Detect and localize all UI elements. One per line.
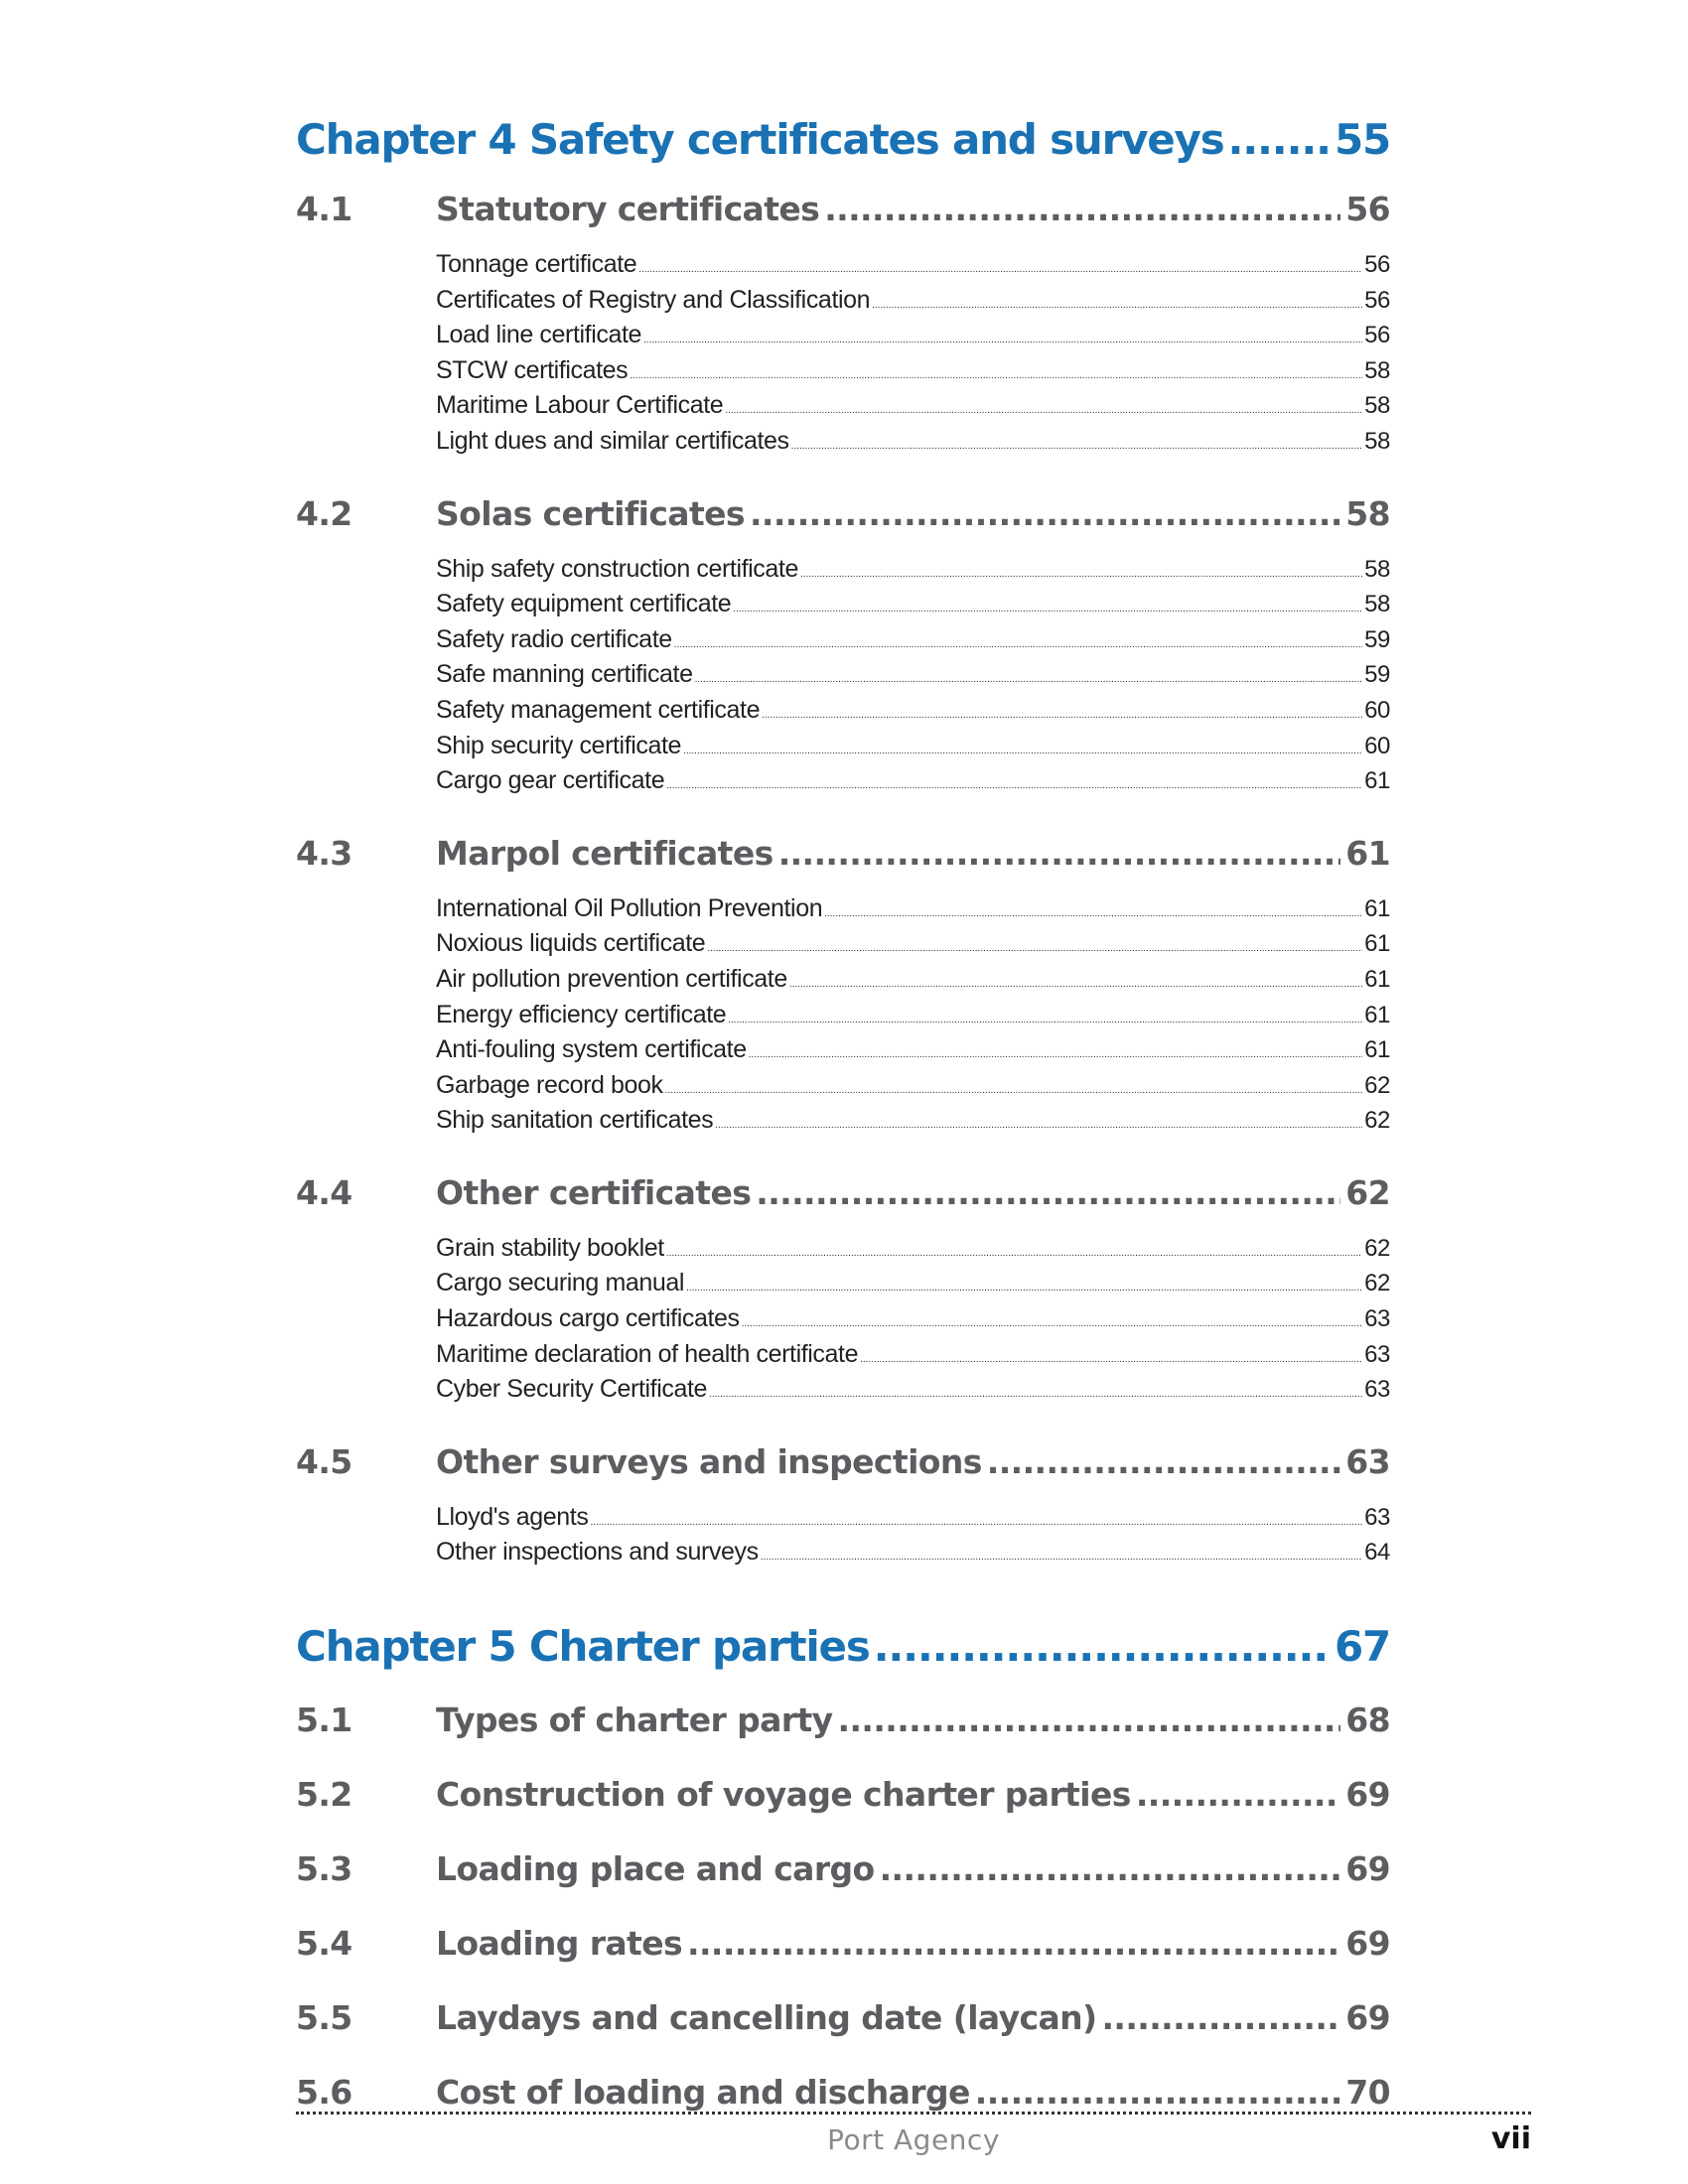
toc-entry[interactable] — [436, 1068, 1390, 1104]
dot-leader — [750, 497, 1340, 530]
section-title: Construction of voyage charter parties — [436, 1775, 1131, 1815]
section-number: 4.2 — [296, 493, 352, 533]
toc-entry[interactable] — [436, 1231, 1390, 1267]
dot-leader — [733, 592, 1362, 627]
entry-page: 64 — [1364, 1539, 1390, 1567]
chapter-heading[interactable] — [296, 1622, 1390, 1672]
section-number: 5.5 — [296, 1998, 352, 2038]
dot-leader — [975, 2076, 1341, 2109]
section-heading[interactable] — [296, 1998, 1390, 2038]
dot-leader — [674, 627, 1362, 663]
section-page: 61 — [1345, 833, 1390, 873]
entry-page: 59 — [1364, 625, 1390, 653]
entry-page: 61 — [1364, 930, 1390, 958]
entry-label: Safe manning certificate — [436, 660, 693, 689]
entry-page: 61 — [1364, 1001, 1390, 1028]
entry-label: Ship sanitation certificates — [436, 1106, 714, 1135]
section-page: 62 — [1345, 1172, 1390, 1212]
entry-page: 61 — [1364, 1036, 1390, 1064]
dot-leader — [824, 896, 1362, 932]
entry-label: Ship security certificate — [436, 731, 682, 759]
toc-entry[interactable] — [436, 247, 1390, 283]
entry-label: International Oil Pollution Prevention — [436, 893, 823, 922]
toc-entry[interactable] — [436, 1500, 1390, 1536]
section-items — [296, 247, 1390, 460]
section-block — [296, 190, 1390, 460]
section-number: 4.1 — [296, 190, 352, 228]
dot-leader — [838, 1704, 1341, 1736]
toc-entry[interactable] — [436, 283, 1390, 319]
section-block — [296, 493, 1390, 799]
chapter-page: 67 — [1334, 1622, 1390, 1672]
dot-leader — [874, 1626, 1331, 1668]
entry-page: 58 — [1364, 591, 1390, 618]
toc-entry[interactable] — [436, 388, 1390, 424]
section-page: 56 — [1345, 190, 1390, 228]
section-title: Loading rates — [436, 1924, 683, 1964]
section-title: Statutory certificates — [436, 190, 820, 228]
entry-page: 62 — [1364, 1234, 1390, 1262]
entry-page: 58 — [1364, 427, 1390, 455]
dot-leader — [695, 662, 1362, 698]
entry-label: Tonnage certificate — [436, 250, 637, 278]
toc-entry[interactable] — [436, 729, 1390, 764]
entry-label: Light dues and similar certificates — [436, 426, 789, 455]
section-title: Types of charter party — [436, 1701, 833, 1740]
entry-page: 63 — [1364, 1503, 1390, 1531]
section-heading[interactable] — [296, 1924, 1390, 1964]
section-items — [296, 891, 1390, 1139]
entry-page: 61 — [1364, 894, 1390, 922]
section-page: 69 — [1345, 1849, 1390, 1889]
toc-entry[interactable] — [436, 1266, 1390, 1301]
section-block — [296, 1441, 1390, 1570]
entry-label: Garbage record book — [436, 1070, 663, 1099]
section-page: 58 — [1345, 493, 1390, 533]
entry-label: Energy efficiency certificate — [436, 1000, 727, 1028]
entry-page: 56 — [1364, 251, 1390, 278]
dot-leader — [707, 931, 1362, 967]
entry-label: Safety radio certificate — [436, 624, 672, 653]
dot-leader — [665, 1073, 1362, 1109]
toc-entry[interactable] — [436, 587, 1390, 622]
dot-leader — [761, 1540, 1362, 1575]
table-of-contents — [296, 115, 1390, 2113]
dot-leader — [1136, 1778, 1340, 1811]
section-heading[interactable] — [296, 493, 1390, 533]
entry-label: Certificates of Registry and Classification — [436, 285, 871, 314]
entry-page: 62 — [1364, 1270, 1390, 1297]
section-items — [296, 1231, 1390, 1408]
dot-leader — [1102, 2001, 1341, 2034]
entry-page: 60 — [1364, 732, 1390, 759]
entry-label: Air pollution prevention certificate — [436, 964, 787, 993]
dot-leader — [880, 1852, 1341, 1885]
section-title: Cost of loading and discharge — [436, 2073, 970, 2113]
entry-page: 56 — [1364, 286, 1390, 314]
entry-page: 58 — [1364, 392, 1390, 420]
dot-leader — [686, 1271, 1362, 1306]
entry-label: Cyber Security Certificate — [436, 1375, 708, 1404]
entry-label: Cargo gear certificate — [436, 766, 665, 795]
entry-label: Safety management certificate — [436, 695, 761, 724]
section-number: 4.3 — [296, 833, 352, 873]
toc-entry[interactable] — [436, 552, 1390, 588]
dot-leader — [715, 1108, 1362, 1144]
toc-entry[interactable] — [436, 1103, 1390, 1139]
dot-leader — [789, 967, 1362, 1003]
toc-entry[interactable] — [436, 962, 1390, 998]
entry-label: STCW certificates — [436, 355, 629, 384]
dot-leader — [643, 323, 1362, 358]
dot-leader — [749, 1037, 1362, 1073]
dot-leader — [860, 1342, 1362, 1378]
dot-leader — [683, 734, 1362, 769]
dot-leader — [756, 1176, 1340, 1209]
section-page: 70 — [1345, 2073, 1390, 2113]
dot-leader — [630, 358, 1362, 394]
section-heading[interactable] — [296, 1849, 1390, 1889]
entry-label: Cargo securing manual — [436, 1269, 685, 1297]
chapter-heading[interactable] — [296, 115, 1390, 164]
toc-entry[interactable] — [436, 1337, 1390, 1373]
entry-label: Ship safety construction certificate — [436, 554, 798, 583]
toc-entry[interactable] — [436, 926, 1390, 962]
toc-entry[interactable] — [436, 1372, 1390, 1408]
entry-page: 58 — [1364, 356, 1390, 384]
footer-page-number: vii — [1490, 2121, 1531, 2156]
toc-entry[interactable] — [436, 1301, 1390, 1337]
section-page: 69 — [1345, 1775, 1390, 1815]
toc-entry[interactable] — [436, 693, 1390, 729]
section-title: Loading place and cargo — [436, 1849, 875, 1889]
section-heading[interactable] — [296, 2073, 1390, 2113]
dot-leader — [687, 1927, 1340, 1960]
entry-label: Lloyd's agents — [436, 1502, 589, 1531]
entry-label: Anti-fouling system certificate — [436, 1035, 747, 1064]
section-heading[interactable] — [296, 1172, 1390, 1212]
entry-page: 62 — [1364, 1107, 1390, 1135]
entry-label: Hazardous cargo certificates — [436, 1304, 740, 1333]
section-number: 5.6 — [296, 2073, 352, 2113]
section-heading[interactable] — [296, 190, 1390, 228]
entry-page: 58 — [1364, 555, 1390, 583]
section-items — [296, 552, 1390, 799]
entry-label: Safety equipment certificate — [436, 590, 732, 618]
entry-label: Maritime declaration of health certificate — [436, 1339, 859, 1368]
entry-label: Maritime Labour Certificate — [436, 391, 724, 420]
entry-page: 62 — [1364, 1071, 1390, 1099]
toc-entry[interactable] — [436, 763, 1390, 799]
section-title: Marpol certificates — [436, 833, 774, 873]
section-heading[interactable] — [296, 1775, 1390, 1815]
dot-leader — [800, 557, 1362, 593]
section-number: 5.1 — [296, 1701, 352, 1740]
dot-leader — [709, 1377, 1362, 1413]
section-title: Laydays and cancelling date (laycan) — [436, 1998, 1097, 2038]
entry-label: Noxious liquids certificate — [436, 929, 706, 958]
section-page: 69 — [1345, 1998, 1390, 2038]
entry-page: 59 — [1364, 661, 1390, 689]
toc-entry[interactable] — [436, 657, 1390, 693]
toc-entry[interactable] — [436, 622, 1390, 658]
section-heading[interactable] — [296, 833, 1390, 873]
dot-leader — [872, 288, 1362, 324]
entry-page: 63 — [1364, 1376, 1390, 1404]
footer-title: Port Agency — [827, 2123, 1000, 2156]
dot-leader — [728, 1003, 1362, 1038]
toc-entry[interactable] — [436, 353, 1390, 389]
section-number: 4.5 — [296, 1441, 352, 1481]
dot-leader — [987, 1445, 1340, 1478]
section-heading[interactable] — [296, 1441, 1390, 1481]
entry-label: Load line certificate — [436, 321, 642, 349]
section-block — [296, 1172, 1390, 1408]
toc-entry[interactable] — [436, 1032, 1390, 1068]
chapter-title: Chapter 5 Charter parties — [296, 1622, 870, 1672]
section-items — [296, 1500, 1390, 1570]
toc-entry[interactable] — [436, 998, 1390, 1033]
entry-page: 56 — [1364, 322, 1390, 349]
section-number: 5.4 — [296, 1924, 352, 1964]
toc-entry[interactable] — [436, 1535, 1390, 1570]
section-title: Solas certificates — [436, 493, 745, 533]
section-title: Other certificates — [436, 1172, 752, 1212]
entry-page: 61 — [1364, 965, 1390, 993]
chapter-title: Chapter 4 Safety certificates and surveys — [296, 115, 1224, 164]
section-title: Other surveys and inspections — [436, 1441, 982, 1481]
page-footer — [296, 2112, 1531, 2156]
dot-leader — [666, 768, 1362, 804]
entry-label: Other inspections and surveys — [436, 1538, 759, 1567]
dot-leader — [778, 837, 1341, 870]
dot-leader — [791, 429, 1362, 465]
entry-page: 63 — [1364, 1305, 1390, 1333]
toc-entry[interactable] — [436, 318, 1390, 353]
entry-label: Grain stability booklet — [436, 1233, 664, 1262]
section-number: 5.3 — [296, 1849, 352, 1889]
section-heading[interactable] — [296, 1701, 1390, 1740]
toc-entry[interactable] — [436, 891, 1390, 927]
entry-page: 63 — [1364, 1340, 1390, 1368]
chapter-page: 55 — [1334, 115, 1390, 164]
section-page: 63 — [1345, 1441, 1390, 1481]
section-page: 68 — [1345, 1701, 1390, 1740]
section-page: 69 — [1345, 1924, 1390, 1964]
section-number: 4.4 — [296, 1172, 352, 1212]
dot-leader — [725, 393, 1362, 429]
dot-leader — [762, 698, 1362, 734]
dot-leader — [1228, 119, 1331, 161]
section-block — [296, 833, 1390, 1139]
dot-leader — [666, 1236, 1362, 1272]
dot-leader — [824, 193, 1340, 225]
section-number: 5.2 — [296, 1775, 352, 1815]
toc-entry[interactable] — [436, 424, 1390, 460]
footer-divider — [296, 2112, 1531, 2115]
entry-page: 61 — [1364, 767, 1390, 795]
entry-page: 60 — [1364, 696, 1390, 724]
